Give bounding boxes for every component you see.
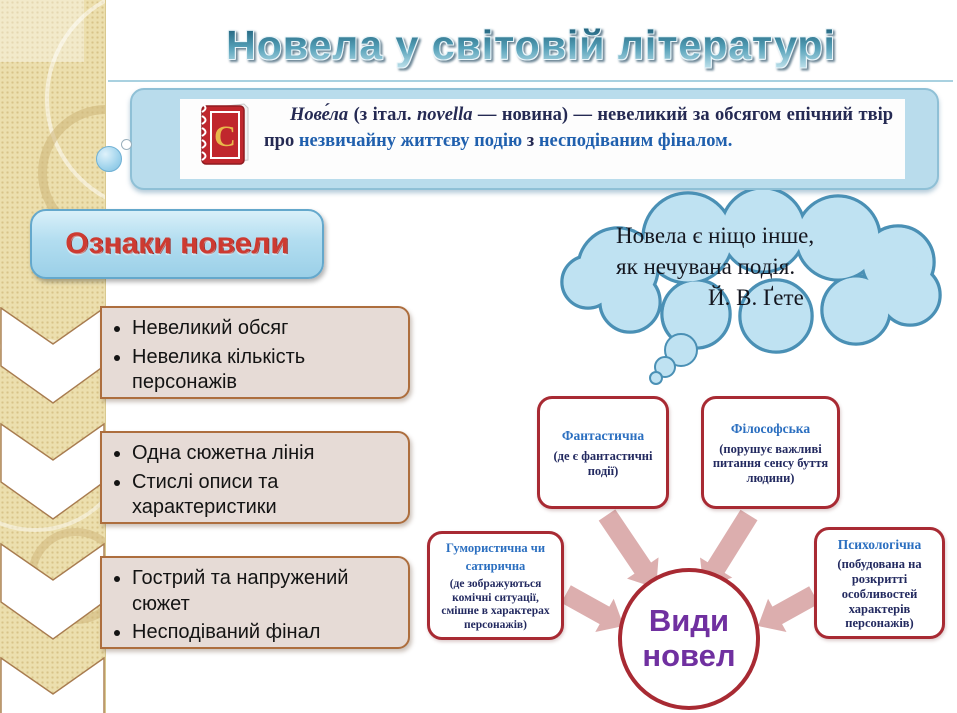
type-box-humorous xyxy=(427,531,564,640)
type-box-psychological xyxy=(814,527,945,639)
type-title: Психологічна xyxy=(837,536,922,552)
features-heading-badge xyxy=(30,209,324,279)
center-label-line2: новел xyxy=(642,638,736,673)
quote-cloud xyxy=(548,190,954,390)
feature-box-1 xyxy=(100,306,410,399)
definition-text: Нове́ла (з італ. novella — новина) — невеликий за обсягом епічний твір про незвичайну життєву подію з несподіваним фіналом. xyxy=(264,105,893,151)
type-description: (порушує важливі питання сенсу буття людини) xyxy=(712,441,829,486)
features-heading-label: Ознаки новели xyxy=(65,227,289,260)
center-label-line1: Види xyxy=(648,603,730,639)
type-description: (де зображуються комічні ситуації, смішне в характерах персонажів) xyxy=(441,578,550,631)
type-box-philosophical xyxy=(701,396,840,509)
feature-item: • Гострий та напружений сюжет xyxy=(132,566,400,617)
title-divider xyxy=(108,80,953,82)
quote-text: Новела є ніщо інше, як нечувана подія. Й. В. Ґете xyxy=(616,220,906,313)
feature-item: • Невелика кількість персонажів xyxy=(132,345,400,396)
type-description: (де є фантастичні події) xyxy=(553,449,653,478)
feature-item: • Несподіваний фінал xyxy=(132,620,400,646)
feature-item: • Стислі описи та характеристики xyxy=(132,470,400,521)
book-cover-letter: С xyxy=(214,120,236,153)
type-title: Гумористична чи сатирична xyxy=(445,540,546,573)
page-title: Новела у світовій літературі xyxy=(105,22,957,69)
quote-author: Й. В. Ґете xyxy=(708,285,804,311)
definition-inner xyxy=(180,99,905,179)
small-bubble-decoration xyxy=(121,139,132,150)
feature-item: • Одна сюжетна лінія xyxy=(132,441,400,467)
ring-decoration xyxy=(28,528,106,624)
type-title: Філософська xyxy=(730,421,811,437)
feature-item: • Невеликий обсяг xyxy=(132,316,400,342)
bubble-decoration xyxy=(96,146,122,172)
definition-box xyxy=(130,88,939,190)
book-icon xyxy=(198,102,252,168)
type-title: Фантастична xyxy=(561,428,645,444)
left-decorative-strip xyxy=(0,0,106,713)
type-box-fantastic xyxy=(537,396,669,509)
feature-box-3 xyxy=(100,556,410,649)
ring-decoration xyxy=(0,338,106,532)
cloud-tail xyxy=(650,334,697,384)
feature-box-2 xyxy=(100,431,410,524)
diagram-center-circle xyxy=(618,568,760,710)
type-description: (побудована на розкритті особливостей характерів персонажів) xyxy=(837,557,922,631)
